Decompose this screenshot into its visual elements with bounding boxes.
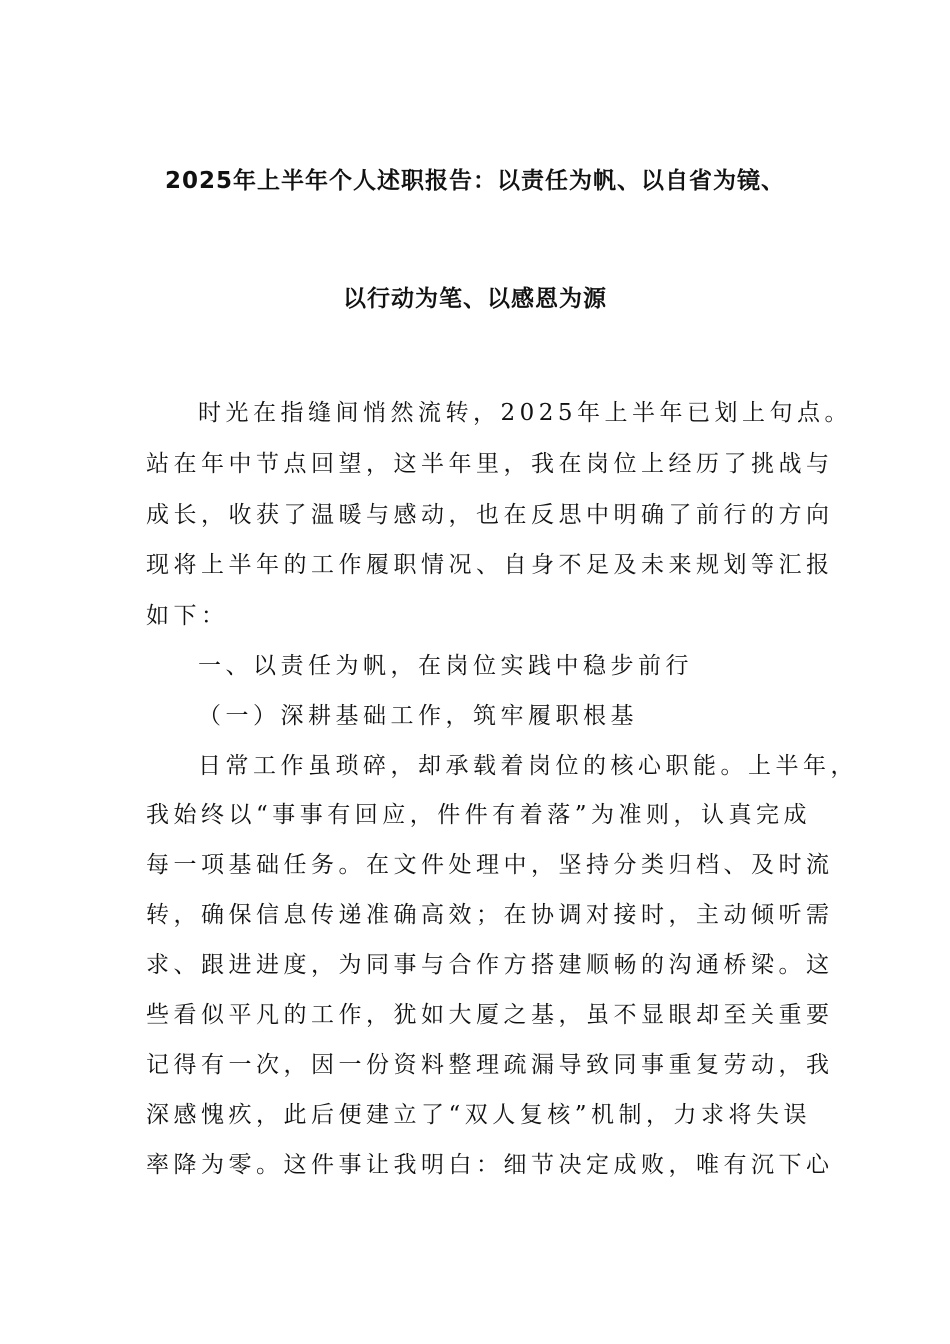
- paragraph-1-line-1: 时光在指缝间悄然流转，2025年上半年已划上句点。: [198, 400, 853, 426]
- paragraph-2-line-2: 我始终以“事事有回应，件件有着落”为准则，认真完成: [146, 802, 812, 828]
- paragraph-1-line-3: 成长，收获了温暖与感动，也在反思中明确了前行的方向: [146, 502, 834, 528]
- paragraph-2-line-4: 转，确保信息传递准确高效；在协调对接时，主动倾听需: [146, 902, 834, 928]
- paragraph-2-line-6: 些看似平凡的工作，犹如大厦之基，虽不显眼却至关重要: [146, 1002, 834, 1028]
- document-title-line-2: 以行动为笔、以感恩为源: [343, 286, 607, 312]
- paragraph-2-line-9: 率降为零。这件事让我明白：细节决定成败，唯有沉下心: [146, 1152, 834, 1178]
- section-heading-1: 一、以责任为帆，在岗位实践中稳步前行: [198, 653, 693, 679]
- paragraph-1-line-4: 现将上半年的工作履职情况、自身不足及未来规划等汇报: [146, 552, 834, 578]
- paragraph-2-line-5: 求、跟进进度，为同事与合作方搭建顺畅的沟通桥梁。这: [146, 952, 834, 978]
- paragraph-1-line-5: 如下：: [146, 603, 229, 629]
- paragraph-2-line-8: 深感愧疚，此后便建立了“双人复核”机制，力求将失误: [146, 1102, 812, 1128]
- paragraph-2-line-1: 日常工作虽琐碎，却承载着岗位的核心职能。上半年，: [198, 753, 858, 779]
- subsection-heading-1: （一）深耕基础工作，筑牢履职根基: [198, 703, 638, 729]
- paragraph-1-line-2: 站在年中节点回望，这半年里，我在岗位上经历了挑战与: [146, 451, 834, 477]
- paragraph-2-line-7: 记得有一次，因一份资料整理疏漏导致同事重复劳动，我: [146, 1052, 834, 1078]
- document-title-line-1: 2025年上半年个人述职报告：以责任为帆、以自省为镜、: [164, 168, 785, 194]
- paragraph-2-line-3: 每一项基础任务。在文件处理中，坚持分类归档、及时流: [146, 852, 834, 878]
